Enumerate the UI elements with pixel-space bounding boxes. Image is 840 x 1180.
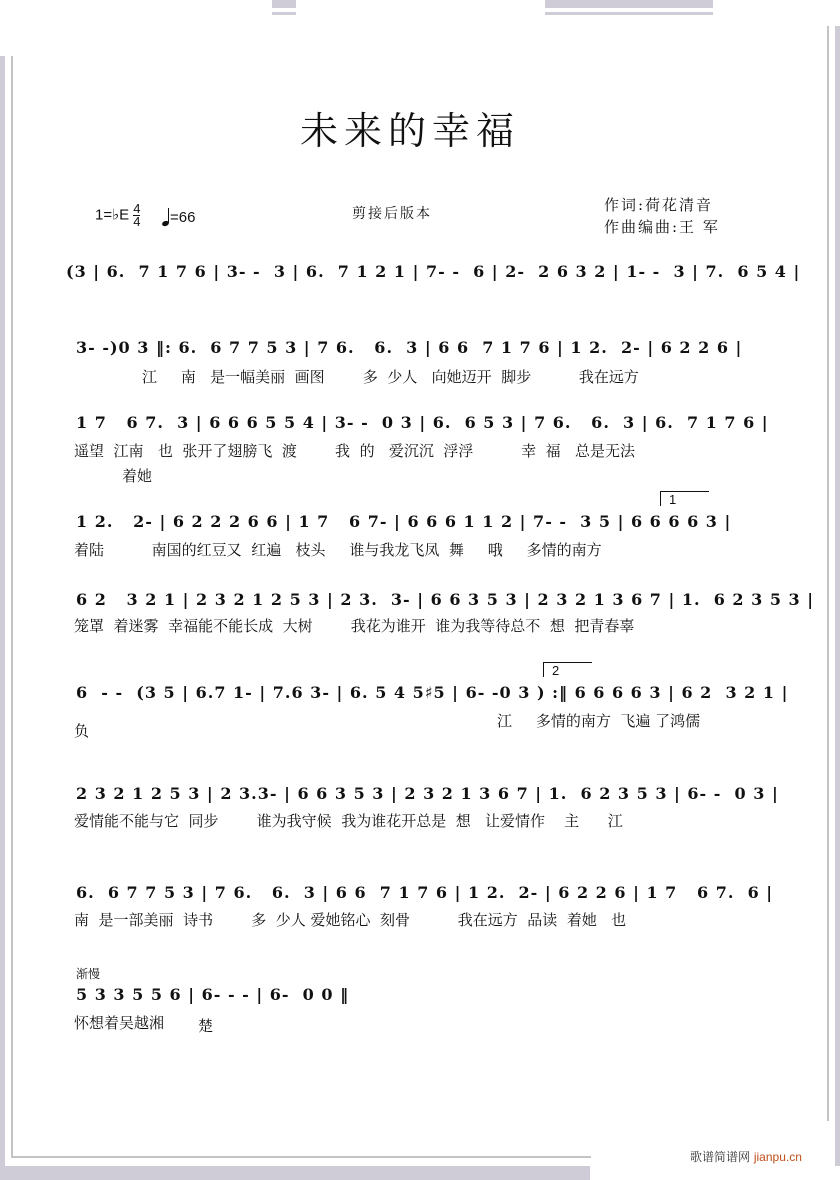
lyrics-final: 楚 bbox=[198, 1017, 214, 1035]
lyricist-credit: 作词:荷花清音 bbox=[604, 196, 714, 214]
lyrics-lead: 负 bbox=[74, 722, 90, 740]
key-signature bbox=[95, 203, 144, 228]
page-frame-bottom-border bbox=[11, 1156, 591, 1158]
notation: 1 2. 2- | 6 2 2 2 6 6 | 1 7 6 7- | 6 6 6 1 1 2 | 7- - 3 5 | 6 6 6 6 3 | bbox=[76, 512, 732, 531]
page-frame-top-left-rule bbox=[272, 12, 296, 15]
watermark bbox=[690, 1148, 802, 1165]
lyrics: 笼罩 着迷雾 幸福能不能长成 大树 我花为谁开 谁为我等待总不 想 把青春辜 bbox=[74, 617, 635, 635]
lyrics: 南 是一部美丽 诗书 多 少人 爱她铭心 刻骨 我在远方 品读 着她 也 bbox=[74, 911, 627, 929]
page-frame-top-left bbox=[272, 0, 296, 8]
page-frame-top-right bbox=[545, 0, 713, 8]
page-frame-bottom-shadow bbox=[0, 1166, 590, 1180]
notation: 5 3 3 5 5 6 | 6- - - | 6- 0 0 ‖ bbox=[76, 985, 350, 1004]
lyrics: 着陆 南国的红豆又 红遍 枝头 谁与我龙飞凤 舞 哦 多情的南方 bbox=[74, 541, 602, 559]
watermark-en: jianpu.cn bbox=[753, 1150, 802, 1164]
song-title: 未来的幸福 bbox=[299, 109, 520, 153]
volta-bracket-1: 1 bbox=[660, 491, 709, 506]
lyrics-second-verse: 着她 bbox=[122, 467, 153, 485]
time-signature bbox=[133, 203, 140, 228]
notation: 6 - - (3 5 | 6.7 1- | 7.6 3- | 6. 5 4 5♯5 | 6- -0 3 ) :‖ 6 6 6 6 3 | 6 2 3 2 1 | bbox=[76, 683, 789, 702]
notation: 2 3 2 1 2 5 3 | 2 3.3- | 6 6 3 5 3 | 2 3 2 1 3 6 7 | 1. 6 2 3 5 3 | 6- - 0 3 | bbox=[76, 784, 779, 803]
notation: (3 | 6. 7 1 7 6 | 3- - 3 | 6. 7 1 2 1 | 7- - 6 | 2- 2 6 3 2 | 1- - 3 | 7. 6 5 4 | bbox=[66, 262, 801, 281]
tempo-marking bbox=[162, 208, 195, 226]
version-note: 剪接后版本 bbox=[352, 206, 432, 222]
lyrics: 遥望 江南 也 张开了翅膀飞 渡 我 的 爱沉沉 浮浮 幸 福 总是无法 bbox=[74, 442, 635, 460]
lyrics: 爱情能不能与它 同步 谁为我守候 我为谁花开总是 想 让爱情作 主 江 bbox=[74, 812, 623, 830]
composer-credit: 作曲编曲:王 军 bbox=[604, 218, 720, 236]
volta-bracket-2: 2 bbox=[543, 662, 592, 677]
tempo-mark-ritardando: 渐慢 bbox=[76, 967, 101, 981]
lyrics: 江 南 是一幅美丽 画图 多 少人 向她迈开 脚步 我在远方 bbox=[142, 368, 639, 386]
quarter-note-icon bbox=[162, 208, 170, 226]
notation: 1 7 6 7. 3 | 6 6 6 5 5 4 | 3- - 0 3 | 6. 6 5 3 | 7 6. 6. 3 | 6. 7 1 7 6 | bbox=[76, 413, 769, 432]
tempo-value: =66 bbox=[170, 209, 196, 226]
notation: 6 2 3 2 1 | 2 3 2 1 2 5 3 | 2 3. 3- | 6 6 3 5 3 | 2 3 2 1 3 6 7 | 1. 6 2 3 5 3 | bbox=[76, 590, 815, 609]
notation: 3- -)0 3 ‖: 6. 6 7 7 5 3 | 7 6. 6. 3 | 6 6 7 1 7 6 | 1 2. 2- | 6 2 2 6 | bbox=[76, 338, 743, 357]
lyrics: 江 多情的南方 飞遍 了鸿儒 bbox=[497, 712, 701, 730]
notation: 6. 6 7 7 5 3 | 7 6. 6. 3 | 6 6 7 1 7 6 | 1 2. 2- | 6 2 2 6 | 1 7 6 7. 6 | bbox=[76, 883, 774, 902]
page-frame-left-shadow bbox=[0, 56, 5, 1166]
watermark-cn: 歌谱简谱网 bbox=[690, 1150, 751, 1164]
page-frame-right-shadow bbox=[835, 26, 840, 1166]
lyrics: 怀想着吴越湘 bbox=[74, 1014, 165, 1032]
key-label: 1=♭E bbox=[95, 206, 130, 224]
page-frame-left-border bbox=[11, 56, 13, 1156]
time-denominator: 4 bbox=[133, 214, 141, 229]
time-numerator: 4 bbox=[133, 201, 141, 216]
page-frame-top-right-rule bbox=[545, 12, 713, 15]
page-frame-right-border bbox=[827, 26, 829, 1121]
